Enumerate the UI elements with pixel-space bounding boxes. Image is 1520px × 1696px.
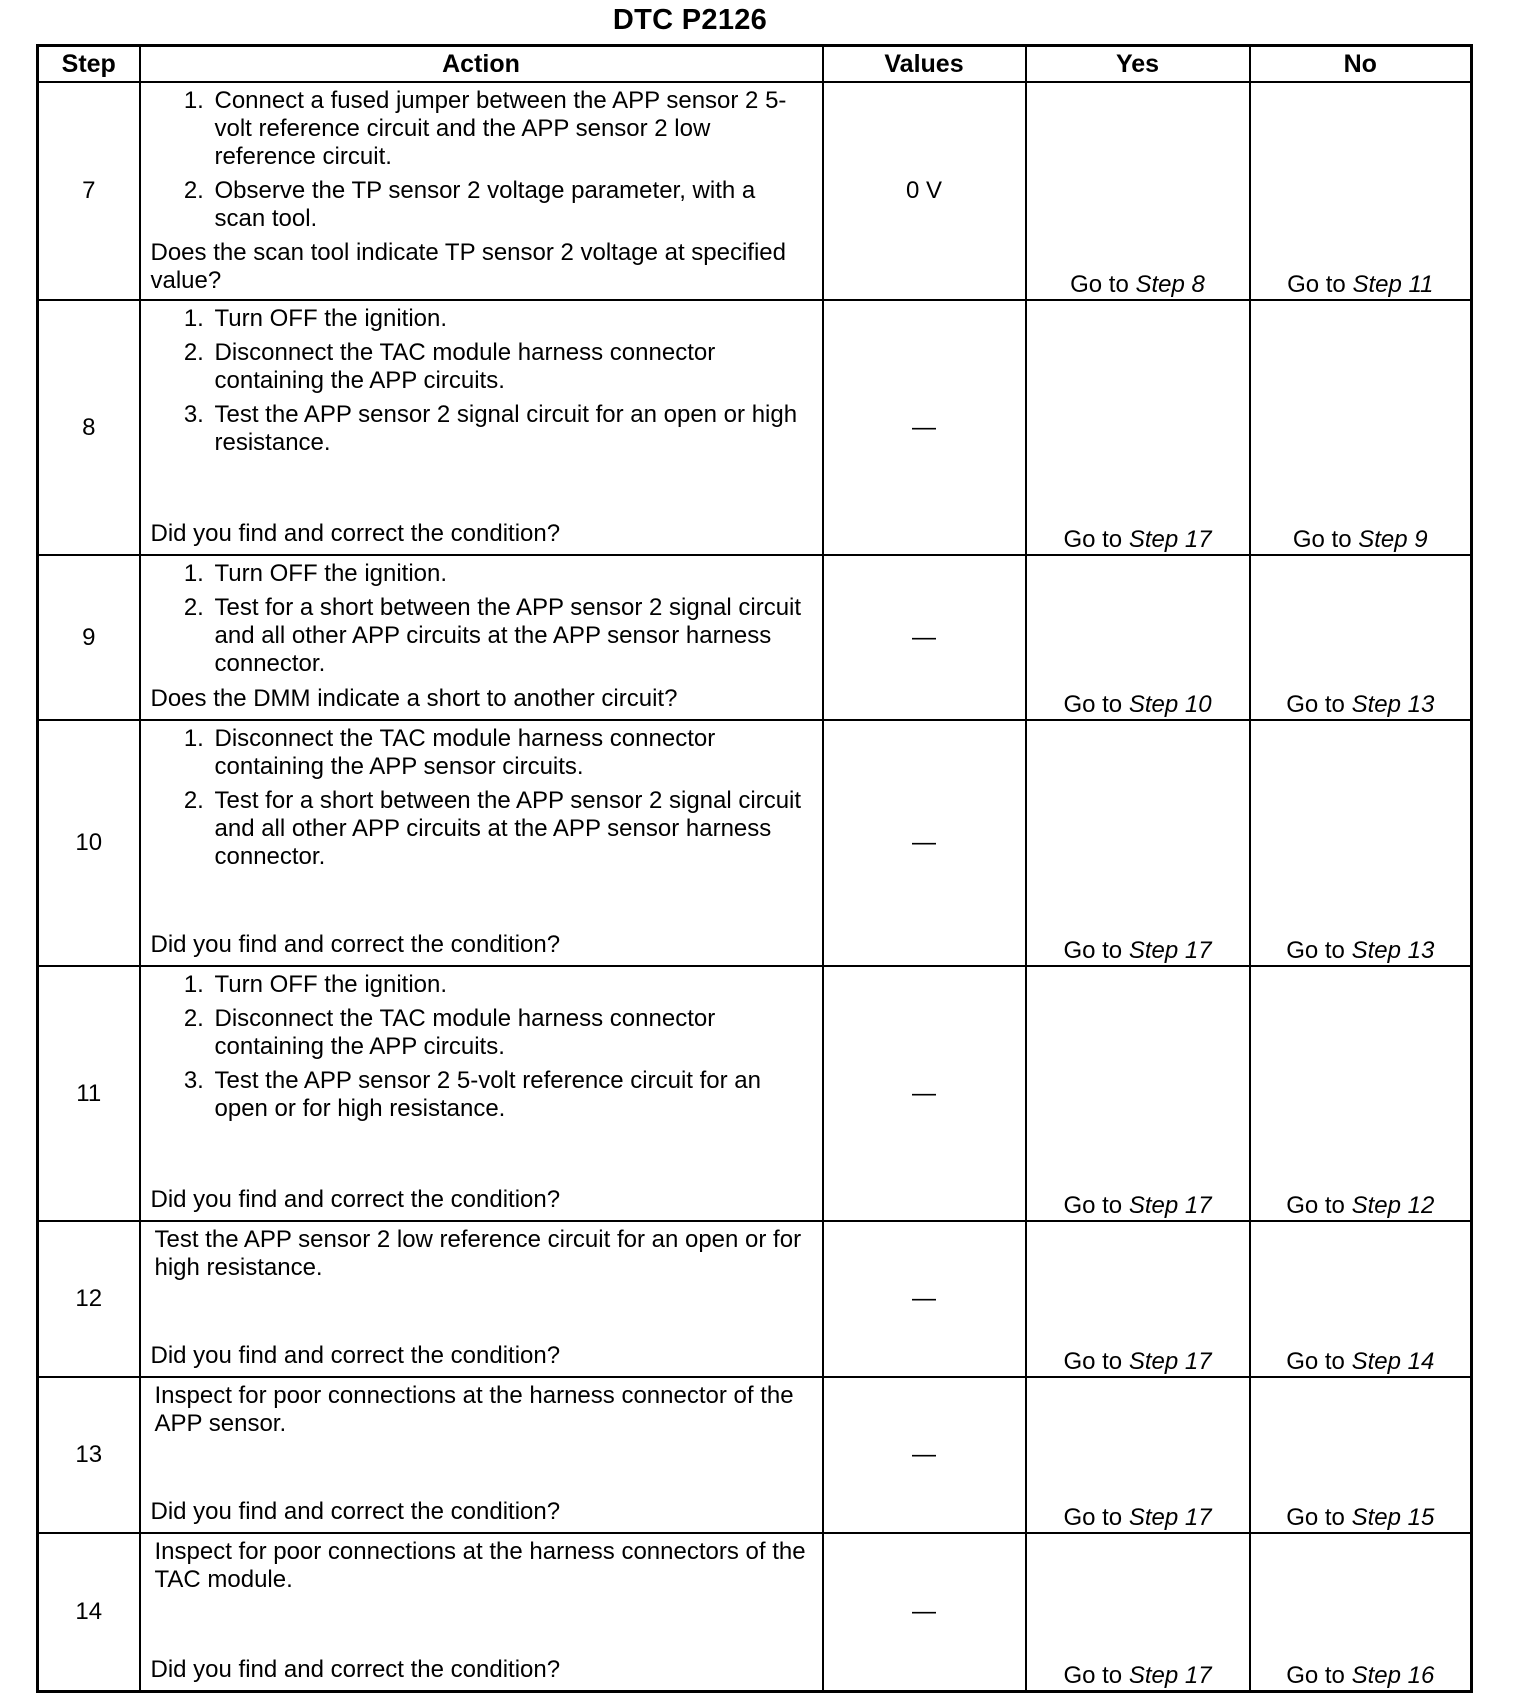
no-cell (1250, 1221, 1472, 1377)
action-instructions (151, 560, 812, 684)
no-goto-link (1286, 1348, 1434, 1375)
action-content (141, 721, 822, 963)
diagnostic-table (36, 44, 1473, 1693)
value-cell: — (823, 1377, 1026, 1533)
action-content (141, 83, 822, 299)
action-list-item: 1. Turn OFF the ignition. (211, 560, 812, 588)
action-list (151, 305, 812, 457)
goto-step-target: Step 17 (1128, 937, 1212, 964)
goto-step-target: Step 12 (1351, 1192, 1435, 1219)
goto-step-target: Step 14 (1351, 1348, 1435, 1375)
action-cell (140, 555, 823, 720)
action-instructions (151, 1226, 812, 1282)
yes-cell (1026, 300, 1250, 555)
action-content (141, 1534, 822, 1688)
step-number: 8 (38, 300, 140, 555)
action-cell (140, 1533, 823, 1691)
value-cell: — (823, 555, 1026, 720)
goto-prefix: Go to (1287, 271, 1346, 298)
goto-prefix: Go to (1063, 1661, 1123, 1689)
action-intro: Test the APP sensor 2 low reference circuit for an open or for high resistance. (154, 1226, 802, 1281)
goto-prefix: Go to (1286, 1192, 1345, 1219)
no-cell (1250, 720, 1472, 966)
action-list-item: 2. Test for a short between the APP sensor 2 signal circuit and all other APP circuits at the APP sensor harness connector. (211, 594, 812, 678)
action-content (141, 1222, 822, 1374)
action-list-item: 2. Disconnect the TAC module harness connector containing the APP circuits. (211, 1005, 812, 1061)
header-step: Step (38, 46, 140, 83)
no-goto-link (1286, 1504, 1434, 1531)
table-row (38, 1377, 1472, 1533)
no-cell (1250, 1377, 1472, 1533)
table-body (38, 82, 1472, 1691)
header-row (38, 46, 1472, 83)
action-content (141, 556, 822, 717)
action-list-item: 1. Disconnect the TAC module harness connector containing the APP sensor circuits. (211, 725, 812, 781)
action-content (141, 301, 822, 552)
goto-prefix: Go to (1286, 1504, 1345, 1531)
goto-prefix: Go to (1286, 937, 1345, 964)
action-question: Did you find and correct the condition? (150, 1656, 561, 1683)
action-cell (140, 1377, 823, 1533)
action-cell (140, 300, 823, 555)
action-list-item: 2. Test for a short between the APP sensor 2 signal circuit and all other APP circuits at the APP sensor harness connector. (211, 787, 812, 871)
action-intro: Inspect for poor connections at the harness connector of the APP sensor. (154, 1382, 794, 1437)
action-cell (140, 720, 823, 966)
step-number: 9 (38, 555, 140, 720)
table-row (38, 300, 1472, 555)
goto-step-target: Step 17 (1128, 526, 1212, 553)
step-number: 13 (38, 1377, 140, 1533)
goto-prefix: Go to (1063, 1192, 1123, 1219)
goto-step-target: Step 17 (1128, 1348, 1212, 1375)
yes-goto-link (1063, 526, 1211, 553)
no-goto-link (1286, 937, 1434, 964)
goto-prefix: Go to (1063, 1348, 1123, 1375)
goto-prefix: Go to (1286, 691, 1345, 718)
goto-step-target: Step 17 (1128, 1661, 1212, 1689)
goto-step-target: Step 13 (1351, 937, 1435, 964)
goto-prefix: Go to (1063, 1504, 1123, 1531)
goto-prefix: Go to (1070, 271, 1129, 298)
goto-step-target: Step 17 (1128, 1192, 1212, 1219)
action-instructions (151, 1382, 812, 1438)
table-row (38, 966, 1472, 1221)
header-yes: Yes (1026, 46, 1250, 83)
yes-goto-link (1063, 1192, 1211, 1219)
no-goto-link (1286, 1192, 1434, 1219)
step-number: 7 (38, 82, 140, 300)
value-cell: — (823, 720, 1026, 966)
yes-goto-link (1063, 1348, 1211, 1375)
action-question: Did you find and correct the condition? (150, 1498, 561, 1525)
action-list-item: 1. Turn OFF the ignition. (211, 305, 812, 333)
yes-goto-link (1063, 1504, 1211, 1531)
value-cell: — (823, 300, 1026, 555)
yes-cell (1026, 1533, 1250, 1691)
table-row (38, 1533, 1472, 1691)
no-cell (1250, 82, 1472, 300)
action-instructions (151, 725, 812, 877)
no-cell (1250, 1533, 1472, 1691)
step-number: 10 (38, 720, 140, 966)
page-title: DTC P2126 (612, 4, 768, 36)
action-list (151, 87, 812, 233)
value-cell: — (823, 1221, 1026, 1377)
action-question: Did you find and correct the condition? (150, 1342, 561, 1369)
yes-cell (1026, 720, 1250, 966)
goto-step-target: Step 13 (1351, 691, 1435, 718)
action-list-item: 2. Disconnect the TAC module harness connector containing the APP circuits. (211, 339, 812, 395)
action-cell (140, 966, 823, 1221)
table-row (38, 1221, 1472, 1377)
no-cell (1250, 555, 1472, 720)
value-cell: 0 V (823, 82, 1026, 300)
goto-step-target: Step 17 (1128, 1504, 1212, 1531)
action-instructions (151, 305, 812, 463)
table-row (38, 555, 1472, 720)
goto-step-target: Step 11 (1352, 271, 1434, 298)
action-list-item: 3. Test the APP sensor 2 signal circuit for an open or high resistance. (211, 401, 812, 457)
step-number: 11 (38, 966, 140, 1221)
action-cell (140, 1221, 823, 1377)
action-content (141, 967, 822, 1218)
action-instructions (151, 87, 812, 239)
yes-cell (1026, 1221, 1250, 1377)
action-question: Does the scan tool indicate TP sensor 2 voltage at specified value? (150, 239, 786, 294)
action-cell (140, 82, 823, 300)
no-goto-link (1293, 526, 1428, 553)
no-cell (1250, 966, 1472, 1221)
goto-prefix: Go to (1292, 526, 1352, 553)
goto-step-target: Step 10 (1128, 691, 1212, 718)
action-instructions (151, 1538, 812, 1594)
no-goto-link (1287, 271, 1433, 298)
yes-cell (1026, 1377, 1250, 1533)
value-cell: — (823, 1533, 1026, 1691)
action-list-item: 2. Observe the TP sensor 2 voltage parameter, with a scan tool. (211, 177, 812, 233)
action-list (151, 971, 812, 1123)
goto-prefix: Go to (1063, 937, 1123, 964)
action-question: Did you find and correct the condition? (150, 931, 561, 958)
action-list (151, 725, 812, 871)
header-action: Action (140, 46, 823, 83)
action-content (141, 1378, 822, 1530)
goto-prefix: Go to (1063, 691, 1123, 718)
value-cell: — (823, 966, 1026, 1221)
action-list (151, 560, 812, 678)
action-question: Did you find and correct the condition? (150, 520, 561, 547)
yes-goto-link (1063, 691, 1211, 718)
header-no: No (1250, 46, 1472, 83)
action-question: Does the DMM indicate a short to another circuit? (150, 685, 678, 712)
action-instructions (151, 971, 812, 1129)
yes-goto-link (1063, 937, 1211, 964)
table-row (38, 720, 1472, 966)
goto-step-target: Step 15 (1351, 1504, 1435, 1531)
no-cell (1250, 300, 1472, 555)
goto-prefix: Go to (1286, 1348, 1345, 1375)
yes-goto-link (1070, 271, 1205, 298)
yes-cell (1026, 82, 1250, 300)
goto-prefix: Go to (1286, 1661, 1345, 1689)
no-goto-link (1286, 691, 1434, 718)
yes-cell (1026, 966, 1250, 1221)
step-number: 12 (38, 1221, 140, 1377)
action-intro: Inspect for poor connections at the harness connectors of the TAC module. (154, 1538, 806, 1593)
step-number: 14 (38, 1533, 140, 1691)
goto-prefix: Go to (1063, 526, 1123, 553)
action-list-item: 1. Connect a fused jumper between the APP sensor 2 5-volt reference circuit and the APP sensor 2 low reference circuit. (211, 87, 812, 171)
goto-step-target: Step 9 (1358, 526, 1428, 553)
action-list-item: 3. Test the APP sensor 2 5-volt reference circuit for an open or for high resistance. (211, 1067, 812, 1123)
table-row (38, 82, 1472, 300)
no-goto-link (1286, 1662, 1434, 1689)
yes-cell (1026, 555, 1250, 720)
yes-goto-link (1063, 1662, 1211, 1689)
goto-step-target: Step 8 (1135, 271, 1205, 298)
header-values: Values (823, 46, 1026, 83)
action-question: Did you find and correct the condition? (150, 1186, 561, 1213)
goto-step-target: Step 16 (1351, 1661, 1435, 1689)
action-list-item: 1. Turn OFF the ignition. (211, 971, 812, 999)
